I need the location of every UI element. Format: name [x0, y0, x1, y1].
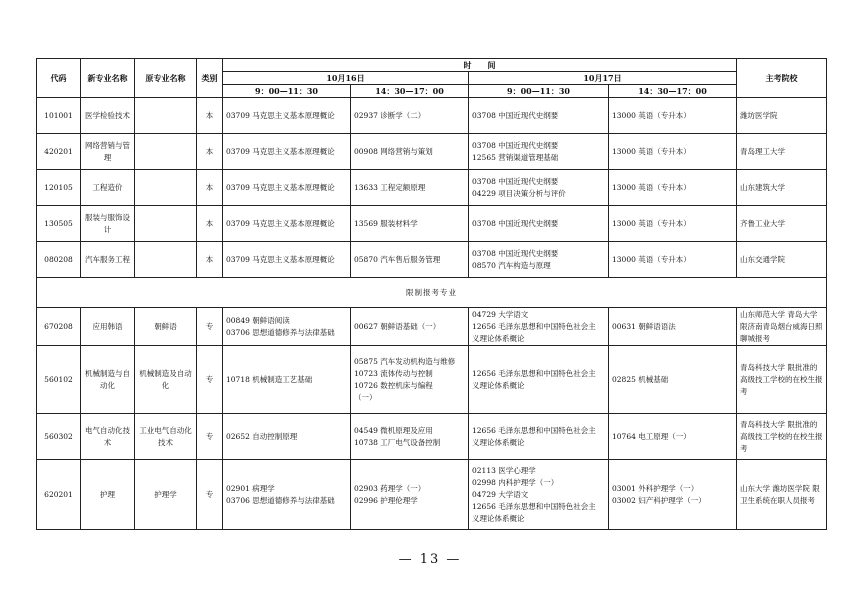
- header-time: 时 间: [223, 59, 737, 72]
- row-new-major: 电气自动化技术: [81, 414, 135, 460]
- row-school: 青岛科技大学 限批准的高级技工学校的在校生报考: [737, 346, 827, 414]
- row-d2-am-courses: [469, 414, 609, 460]
- row-d2-pm-courses: [609, 206, 737, 242]
- exam-schedule-table: [36, 58, 827, 530]
- row-new-major: 机械制造与自动化: [81, 346, 135, 414]
- table-row: [37, 98, 827, 134]
- section-title-restricted: 限制报考专业: [37, 278, 827, 308]
- course-line: 03709 马克思主义基本原理概论: [226, 182, 335, 192]
- row-old-major: [135, 98, 197, 134]
- course-line: 04729 大学语文: [472, 489, 529, 499]
- row-old-major: 朝鲜语: [135, 308, 197, 346]
- row-d2-am-courses: [469, 308, 609, 346]
- table-row: [37, 242, 827, 278]
- row-d1-pm-courses: [351, 460, 469, 530]
- row-category: 本: [197, 134, 223, 170]
- header-day2-pm: 14：30—17：00: [609, 85, 737, 98]
- course-line: 02903 药理学（一）: [354, 483, 426, 493]
- course-line: 13633 工程定额原理: [354, 182, 426, 192]
- course-line: 03708 中国近现代史纲要: [472, 218, 559, 228]
- table-row: [37, 308, 827, 346]
- row-code: 560102: [37, 346, 81, 414]
- course-line: 13000 英语（专升本）: [612, 218, 691, 228]
- header-day1-pm: 14：30—17：00: [351, 85, 469, 98]
- row-category: 专: [197, 460, 223, 530]
- row-d1-am-courses: [223, 414, 351, 460]
- row-old-major: 机械制造及自动化: [135, 346, 197, 414]
- row-old-major: [135, 206, 197, 242]
- row-old-major: [135, 242, 197, 278]
- header-code: 代码: [37, 59, 81, 98]
- row-d1-pm-courses: [351, 242, 469, 278]
- row-d2-am-courses: [469, 134, 609, 170]
- course-line: 02825 机械基础: [612, 374, 669, 384]
- row-code: 120105: [37, 170, 81, 206]
- course-line: 02901 病理学: [226, 483, 275, 493]
- course-line: 03709 马克思主义基本原理概论: [226, 218, 335, 228]
- course-line: 13000 英语（专升本）: [612, 182, 691, 192]
- course-line: 03708 中国近现代史纲要: [472, 248, 559, 258]
- table-row: [37, 170, 827, 206]
- table-row: [37, 460, 827, 530]
- header-day-1: 10月16日: [223, 72, 469, 85]
- row-new-major: 护理: [81, 460, 135, 530]
- row-category: 专: [197, 414, 223, 460]
- course-line: 03706 思想道德修养与法律基础: [226, 495, 335, 505]
- row-category: 本: [197, 170, 223, 206]
- row-category: 本: [197, 206, 223, 242]
- course-line: 义理论体系概论: [472, 513, 525, 523]
- row-d2-am-courses: [469, 346, 609, 414]
- course-line: 义理论体系概论: [472, 437, 525, 447]
- row-school: 齐鲁工业大学: [737, 206, 827, 242]
- course-line: 03708 中国近现代史纲要: [472, 176, 559, 186]
- row-code: 420201: [37, 134, 81, 170]
- course-line: 13000 英语（专升本）: [612, 254, 691, 264]
- header-school: 主考院校: [737, 59, 827, 98]
- row-d2-pm-courses: [609, 170, 737, 206]
- course-line: 10726 数控机床与编程: [354, 380, 433, 390]
- course-line: 02996 护理伦理学: [354, 495, 418, 505]
- course-line: 02113 医学心理学: [472, 465, 536, 475]
- header-new-major: 新专业名称: [81, 59, 135, 98]
- row-d2-am-courses: [469, 460, 609, 530]
- open-majors-body: [37, 98, 827, 278]
- row-d1-am-courses: [223, 242, 351, 278]
- row-old-major: 护理学: [135, 460, 197, 530]
- row-school: 潍坊医学院: [737, 98, 827, 134]
- row-old-major: 工业电气自动化技术: [135, 414, 197, 460]
- course-line: 03002 妇产科护理学（一）: [612, 495, 706, 505]
- course-line: 12656 毛泽东思想和中国特色社会主: [472, 368, 596, 378]
- row-category: 本: [197, 242, 223, 278]
- course-line: 04729 大学语文: [472, 309, 529, 319]
- row-d2-pm-courses: [609, 98, 737, 134]
- page-number: — 13 —: [398, 552, 462, 567]
- row-new-major: 汽车服务工程: [81, 242, 135, 278]
- row-code: 670208: [37, 308, 81, 346]
- row-d1-pm-courses: [351, 134, 469, 170]
- table-row: [37, 346, 827, 414]
- course-line: 02937 诊断学（二）: [354, 110, 426, 120]
- course-line: 00849 朝鲜语阅读: [226, 315, 290, 325]
- course-line: 03706 思想道德修养与法律基础: [226, 327, 335, 337]
- row-new-major: 网络营销与管理: [81, 134, 135, 170]
- course-line: 03709 马克思主义基本原理概论: [226, 146, 335, 156]
- row-new-major: 医学检验技术: [81, 98, 135, 134]
- row-new-major: 服装与服饰设计: [81, 206, 135, 242]
- row-d1-pm-courses: [351, 414, 469, 460]
- row-d1-am-courses: [223, 206, 351, 242]
- course-line: 03001 外科护理学（一）: [612, 483, 699, 493]
- row-d1-am-courses: [223, 134, 351, 170]
- row-category: 本: [197, 98, 223, 134]
- course-line: 13569 服装材料学: [354, 218, 418, 228]
- row-d1-pm-courses: [351, 346, 469, 414]
- course-line: 03709 马克思主义基本原理概论: [226, 110, 335, 120]
- header-day-2: 10月17日: [469, 72, 737, 85]
- course-line: 02998 内科护理学（一）: [472, 477, 559, 487]
- header-day2-am: 9：00—11：30: [469, 85, 609, 98]
- course-line: 05870 汽车售后服务管理: [354, 254, 441, 264]
- course-line: 03709 马克思主义基本原理概论: [226, 254, 335, 264]
- section-body: [37, 278, 827, 308]
- course-line: 00908 网络营销与策划: [354, 146, 433, 156]
- row-new-major: 应用韩语: [81, 308, 135, 346]
- course-line: （一）: [354, 392, 377, 402]
- course-line: 12656 毛泽东思想和中国特色社会主: [472, 425, 596, 435]
- row-d1-pm-courses: [351, 308, 469, 346]
- row-school: 山东师范大学 青岛大学 限济南青岛烟台威海日照聊城报考: [737, 308, 827, 346]
- course-line: 13000 英语（专升本）: [612, 110, 691, 120]
- row-category: 专: [197, 346, 223, 414]
- header-day1-am: 9：00—11：30: [223, 85, 351, 98]
- row-d1-pm-courses: [351, 170, 469, 206]
- course-line: 02652 自动控制原理: [226, 431, 298, 441]
- row-d2-pm-courses: [609, 242, 737, 278]
- row-category: 专: [197, 308, 223, 346]
- course-line: 13000 英语（专升本）: [612, 146, 691, 156]
- row-d1-pm-courses: [351, 98, 469, 134]
- course-line: 00627 朝鲜语基础（一）: [354, 321, 441, 331]
- course-line: 10723 流体传动与控制: [354, 368, 433, 378]
- row-school: 青岛理工大学: [737, 134, 827, 170]
- course-line: 08570 汽车构造与原理: [472, 260, 551, 270]
- row-d1-am-courses: [223, 346, 351, 414]
- table-row: [37, 414, 827, 460]
- row-d2-am-courses: [469, 170, 609, 206]
- row-code: 560302: [37, 414, 81, 460]
- course-line: 00631 朝鲜语语法: [612, 321, 676, 331]
- course-line: 03708 中国近现代史纲要: [472, 110, 559, 120]
- row-d1-am-courses: [223, 460, 351, 530]
- course-line: 义理论体系概论: [472, 333, 525, 343]
- row-d1-am-courses: [223, 308, 351, 346]
- row-code: 080208: [37, 242, 81, 278]
- course-line: 05875 汽车发动机构造与维修: [354, 356, 456, 366]
- course-line: 10764 电工原理（一）: [612, 431, 691, 441]
- course-line: 03708 中国近现代史纲要: [472, 140, 559, 150]
- course-line: 12656 毛泽东思想和中国特色社会主: [472, 501, 596, 511]
- row-d1-pm-courses: [351, 206, 469, 242]
- course-line: 10738 工厂电气设备控制: [354, 437, 441, 447]
- restricted-majors-body: [37, 308, 827, 530]
- row-old-major: [135, 134, 197, 170]
- row-d2-pm-courses: [609, 414, 737, 460]
- row-code: 130505: [37, 206, 81, 242]
- row-code: 620201: [37, 460, 81, 530]
- row-old-major: [135, 170, 197, 206]
- row-d2-am-courses: [469, 242, 609, 278]
- row-code: 101001: [37, 98, 81, 134]
- row-d1-am-courses: [223, 170, 351, 206]
- table-row: [37, 206, 827, 242]
- course-line: 12656 毛泽东思想和中国特色社会主: [472, 321, 596, 331]
- course-line: 04549 微机原理及应用: [354, 425, 433, 435]
- row-d2-pm-courses: [609, 460, 737, 530]
- course-line: 12565 营销渠道管理基础: [472, 152, 559, 162]
- row-school: 青岛科技大学 限批准的高级技工学校的在校生报考: [737, 414, 827, 460]
- row-school: 山东建筑大学: [737, 170, 827, 206]
- row-d2-pm-courses: [609, 346, 737, 414]
- course-line: 04229 项目决策分析与评价: [472, 188, 566, 198]
- table-row: [37, 134, 827, 170]
- row-d2-am-courses: [469, 206, 609, 242]
- course-line: 义理论体系概论: [472, 380, 525, 390]
- row-d2-pm-courses: [609, 134, 737, 170]
- header-category: 类别: [197, 59, 223, 98]
- row-new-major: 工程造价: [81, 170, 135, 206]
- row-d2-am-courses: [469, 98, 609, 134]
- row-school: 山东交通学院: [737, 242, 827, 278]
- row-d1-am-courses: [223, 98, 351, 134]
- header-old-major: 原专业名称: [135, 59, 197, 98]
- row-school: 山东大学 潍坊医学院 限卫生系统在职人员报考: [737, 460, 827, 530]
- course-line: 10718 机械制造工艺基础: [226, 374, 313, 384]
- row-d2-pm-courses: [609, 308, 737, 346]
